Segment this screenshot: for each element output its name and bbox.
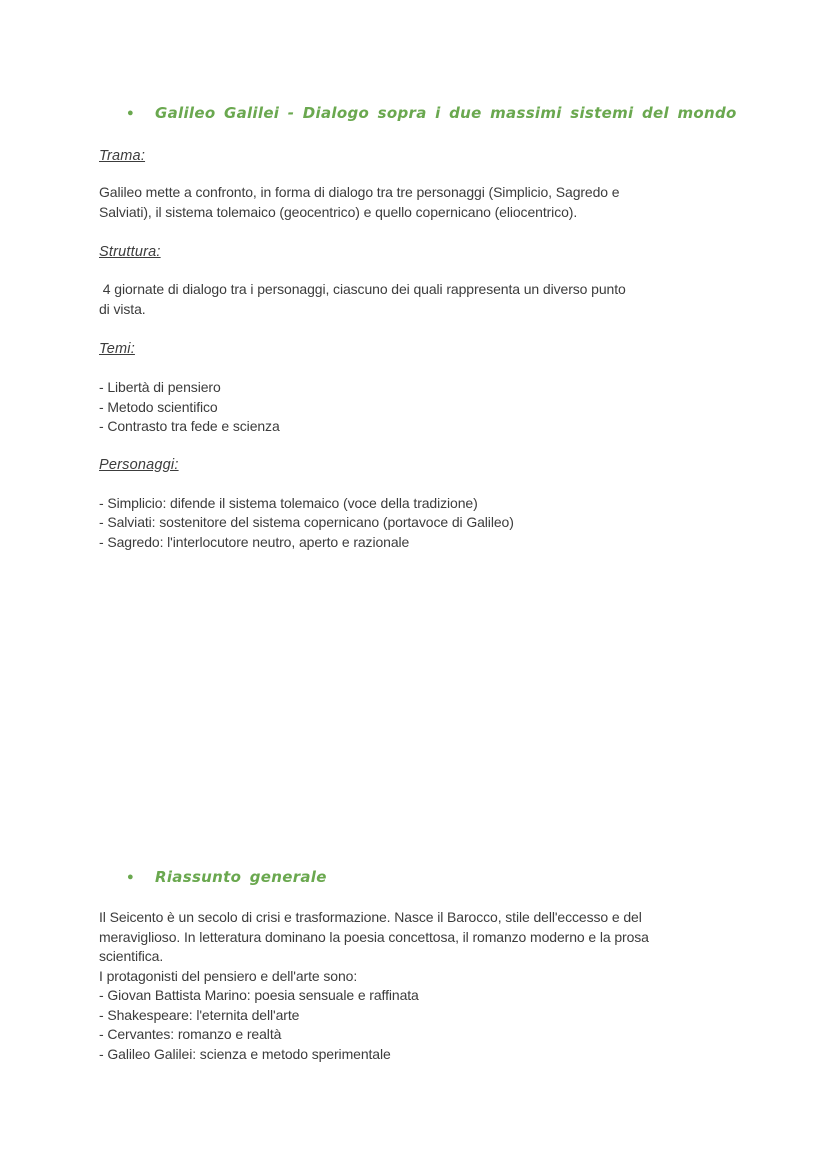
list-temi bbox=[99, 378, 737, 437]
list-item: - Salviati: sostenitore del sistema copernicano (portavoce di Galileo) bbox=[99, 514, 514, 530]
section-heading bbox=[127, 867, 649, 887]
list-item: - Sagredo: l'interlocutore neutro, aperto e razionale bbox=[99, 533, 410, 550]
paragraph-trama bbox=[99, 183, 737, 222]
list-item: - Shakespeare: l'eternita dell'arte bbox=[99, 1006, 300, 1023]
paragraph-line: 4 giornate di dialogo tra i personaggi, ciascuno dei quali rappresenta un diverso punto bbox=[99, 281, 626, 297]
paragraph-riassunto bbox=[99, 908, 649, 1064]
list-item: - Galileo Galilei: scienza e metodo sperimentale bbox=[99, 1045, 391, 1062]
paragraph-line: Il Seicento è un secolo di crisi e trasformazione. Nasce il Barocco, stile dell'eccesso e del bbox=[99, 909, 642, 925]
list-item: - Simplicio: difende il sistema tolemaico (voce della tradizione) bbox=[99, 494, 478, 511]
label-trama: Trama: bbox=[99, 148, 146, 164]
list-item: - Cervantes: romanzo e realtà bbox=[99, 1026, 282, 1042]
section-title: Riassunto generale bbox=[155, 868, 327, 886]
paragraph-line: I protagonisti del pensiero e dell'arte sono: bbox=[99, 967, 358, 984]
list-item: - Metodo scientifico bbox=[99, 398, 218, 415]
list-item: - Libertà di pensiero bbox=[99, 379, 221, 395]
section-riassunto-generale bbox=[99, 858, 649, 1064]
paragraph-line: di vista. bbox=[99, 300, 146, 317]
paragraph-line: meraviglioso. In letteratura dominano la poesia concettosa, il romanzo moderno e la prosa bbox=[99, 928, 649, 945]
bullet-icon: ● bbox=[127, 871, 134, 883]
bullet-icon: ● bbox=[127, 107, 134, 119]
label-temi: Temi: bbox=[99, 341, 135, 357]
list-personaggi bbox=[99, 494, 737, 553]
paragraph-line: Salviati), il sistema tolemaico (geocentrico) e quello copernicano (eliocentrico). bbox=[99, 203, 578, 220]
paragraph-line: scientifica. bbox=[99, 948, 164, 964]
list-item: - Giovan Battista Marino: poesia sensuale e raffinata bbox=[99, 987, 419, 1003]
section-heading bbox=[127, 103, 737, 123]
section-title: Galileo Galilei - Dialogo sopra i due massimi sistemi del mondo bbox=[155, 104, 737, 122]
list-item: - Contrasto tra fede e scienza bbox=[99, 418, 280, 434]
paragraph-line: Galileo mette a confronto, in forma di dialogo tra tre personaggi (Simplicio, Sagredo e bbox=[99, 184, 620, 200]
paragraph-struttura bbox=[99, 280, 737, 319]
label-struttura: Struttura: bbox=[99, 244, 161, 260]
label-personaggi: Personaggi: bbox=[99, 456, 179, 473]
section-galileo-dialogo bbox=[99, 95, 737, 552]
